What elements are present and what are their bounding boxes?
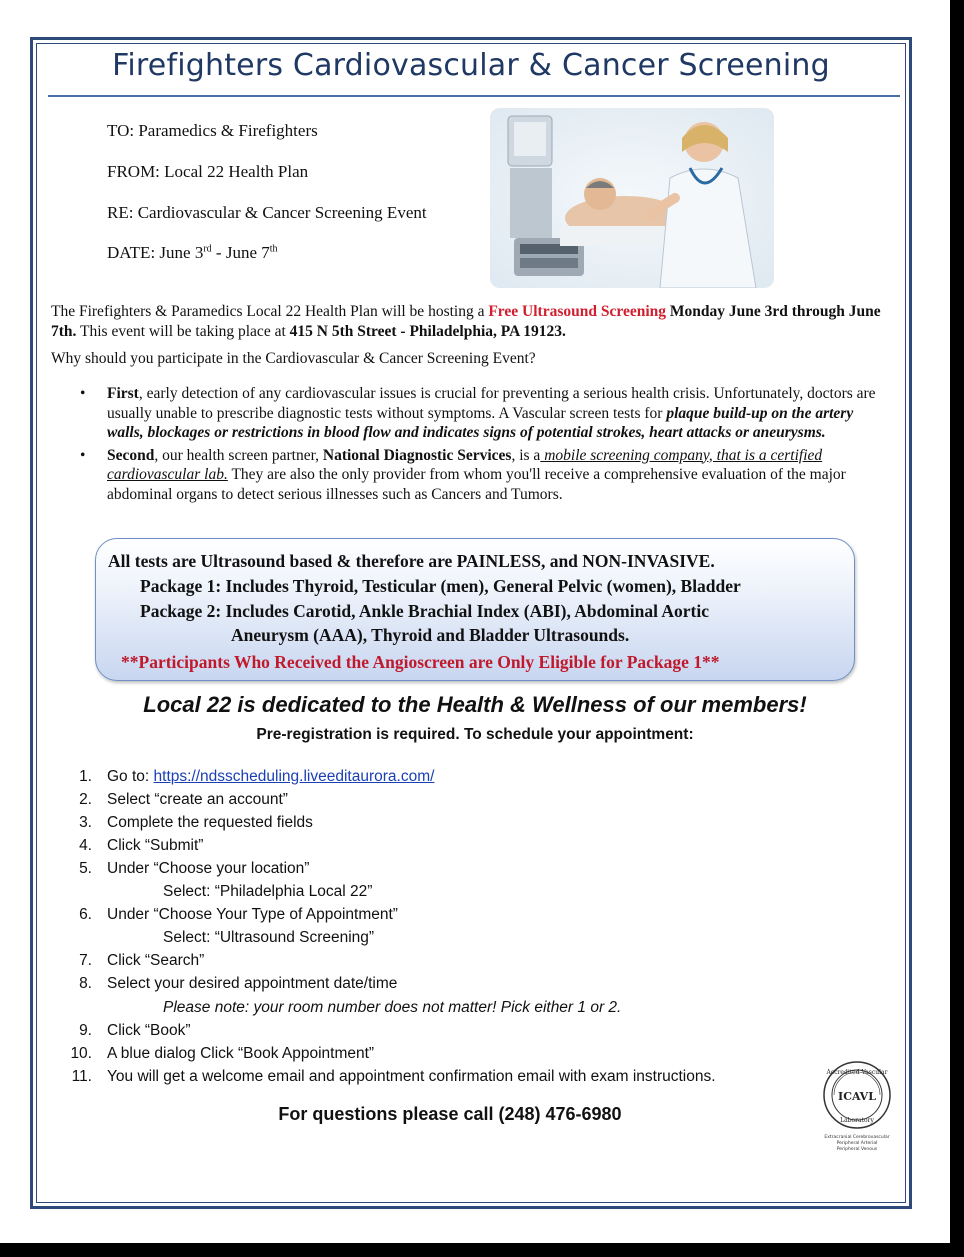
intro-text: The Firefighters & Paramedics Local 22 Health Plan will be hosting a [51, 303, 489, 320]
step-6-selection: Select: “Ultrasound Screening” [163, 929, 375, 946]
reason-second-end: They are also the only provider from whom you'll receive a comprehensive evaluation of the major abdominal organs to detect serious illnesses such as Cancers and Tumors. [107, 466, 846, 503]
why-question: Why should you participate in the Cardiovascular & Cancer Screening Event? [51, 350, 536, 367]
step-number: 2. [79, 791, 92, 808]
step-10: A blue dialog Click “Book Appointment” [107, 1045, 375, 1062]
step-number: 10. [70, 1045, 92, 1062]
step-number: 1. [79, 768, 92, 785]
ultrasound-photo [490, 108, 774, 288]
free-screening-highlight: Free Ultrasound Screening [488, 303, 667, 320]
step-5-selection: Select: “Philadelphia Local 22” [163, 883, 373, 900]
step-number: 9. [79, 1022, 92, 1039]
step-1 [107, 768, 434, 786]
bullet-dot: • [80, 385, 86, 402]
step-number: 6. [79, 906, 92, 923]
contact-phone-line: For questions please call (248) 476-6980 [278, 1104, 622, 1124]
step-5: Under “Choose your location” [107, 860, 310, 877]
intro-paragraph [51, 302, 901, 342]
step-2: Select “create an account” [107, 791, 288, 808]
eligibility-warning: **Participants Who Received the Angioscreen are Only Eligible for Package 1** [121, 652, 720, 672]
step-4: Click “Submit” [107, 837, 204, 854]
package-1: Package 1: Includes Thyroid, Testicular (men), General Pelvic (women), Bladder [140, 576, 741, 596]
package-2: Package 2: Includes Carotid, Ankle Brachial Index (ABI), Abdominal Aortic [140, 601, 709, 621]
reason-first-text: , early detection of any cardiovascular issues is crucial for preventing a serious health crisis. Unfortunately, doctors are usually unable to prescribe diagnostic tests without symptoms. A Vascular screen tests for [107, 385, 876, 422]
svg-text:Peripheral Venous: Peripheral Venous [836, 1147, 878, 1152]
certified-lab-text: mobile screening company, that is a certified cardiovascular lab. [107, 446, 823, 483]
reason-second [80, 446, 880, 505]
svg-text:Laboratory: Laboratory [840, 1117, 874, 1124]
reason-second-lead: Second [107, 446, 155, 464]
reason-first [80, 384, 880, 443]
reason-first-emphasis: plaque build-up on the artery walls, blockages or restrictions in blood flow and indicates signs of potential strokes, heart attacks or aneurysms. [107, 404, 854, 441]
svg-text:Accredited Vascular: Accredited Vascular [826, 1069, 888, 1076]
package-2-continued: Aneurysm (AAA), Thyroid and Bladder Ultrasounds. [231, 625, 630, 645]
scheduling-link[interactable]: https://ndsscheduling.liveeditaurora.com/ [153, 768, 435, 785]
step-number: 7. [79, 952, 92, 969]
painless-statement: All tests are Ultrasound based & therefore are PAINLESS, and NON-INVASIVE. [108, 551, 715, 571]
title-divider [48, 95, 900, 97]
intro-address: 415 N 5th Street - Philadelphia, PA 19123. [289, 323, 566, 340]
step-11: You will get a welcome email and appointment confirmation email with exam instructions. [107, 1068, 716, 1085]
room-number-note: Please note: your room number does not matter! Pick either 1 or 2. [163, 999, 622, 1016]
reason-second-text: , our health screen partner, [154, 446, 323, 464]
icavl-accreditation-seal [812, 1060, 902, 1160]
memo-to: TO: Paramedics & Firefighters [107, 121, 318, 140]
reason-first-lead: First [107, 385, 139, 402]
svg-text:Peripheral Arterial: Peripheral Arterial [836, 1141, 878, 1146]
packages-callout [95, 538, 855, 681]
intro-dates: Monday June 3rd through June 7th. [51, 303, 881, 340]
page-title: Firefighters Cardiovascular & Cancer Screening [112, 48, 830, 83]
svg-text:Extracranial Cerebrovascular: Extracranial Cerebrovascular [824, 1135, 890, 1140]
step-number: 5. [79, 860, 92, 877]
step-1-text: Go to: [107, 768, 154, 785]
step-7: Click “Search” [107, 952, 205, 969]
step-number: 4. [79, 837, 92, 854]
step-6: Under “Choose Your Type of Appointment” [107, 906, 398, 923]
step-3: Complete the requested fields [107, 814, 313, 831]
step-8: Select your desired appointment date/time [107, 975, 398, 992]
bullet-dot: • [80, 446, 86, 464]
ultrasound-illustration [490, 108, 774, 288]
reason-second-mid: , is a [511, 446, 541, 464]
partner-name: National Diagnostic Services [322, 446, 512, 464]
memo-date-end: - June 7 [211, 243, 270, 262]
svg-text:ICAVL: ICAVL [838, 1090, 876, 1103]
memo-from: FROM: Local 22 Health Plan [107, 162, 309, 181]
seal-icon [812, 1060, 902, 1160]
memo-date [107, 243, 278, 263]
reasons-list [80, 384, 880, 507]
preregistration-note: Pre-registration is required. To schedule your appointment: [256, 726, 694, 743]
step-9: Click “Book” [107, 1022, 191, 1039]
memo-re: RE: Cardiovascular & Cancer Screening Event [107, 203, 427, 222]
memo-date-start: DATE: June 3 [107, 243, 204, 262]
dedication-heading: Local 22 is dedicated to the Health & Wellness of our members! [143, 692, 807, 717]
date-suffix-1: rd [203, 243, 212, 255]
step-number: 3. [79, 814, 92, 831]
intro-location-text: This event will be taking place at [76, 323, 290, 340]
step-number: 8. [79, 975, 92, 992]
date-suffix-2: th [269, 243, 278, 255]
step-number: 11. [71, 1068, 92, 1085]
